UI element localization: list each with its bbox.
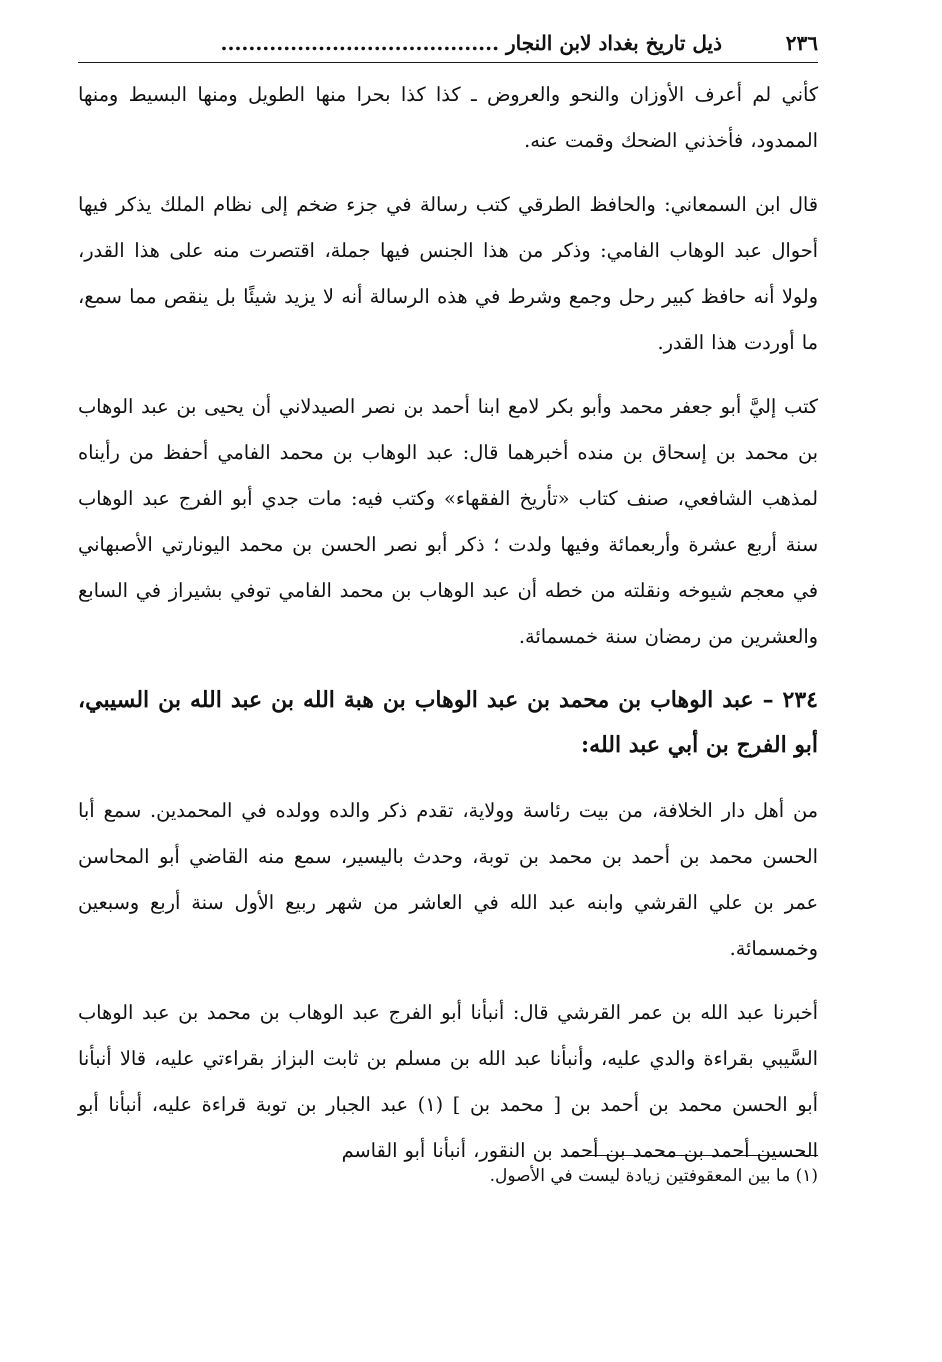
paragraph-5: أخبرنا عبد الله بن عمر القرشي قال: أنبأنا أبو الفرج عبد الوهاب بن محمد بن عبد الوهاب السَّيبي بقراءة والدي عليه، وأنبأنا عبد الله بن مسلم بن ثابت البزاز بقراءتي عليه، قالا أنبأنا أبو الحسن محمد بن أحمد بن [ محمد بن ] (١) عبد الجبار بن توبة قراءة عليه، أنبأنا أبو الحسين أحمد بن محمد بن أحمد بن النقور، أنبأنا أبو القاسم xyxy=(78,1001,818,1162)
paragraph-4: من أهل دار الخلافة، من بيت رئاسة وولاية، تقدم ذكر والده وولده في المحمدين. سمع أبا الحسن محمد بن أحمد بن محمد بن توبة، وحدث باليسير، سمع منه القاضي أبو المحاسن عمر بن علي القرشي وابنه عبد الله في العاشر من شهر ربيع الأول سنة أربع وسبعين وخمسمائة. xyxy=(78,799,818,960)
paragraph-1: كأني لم أعرف الأوزان والنحو والعروض ـ كذا كذا بحرا منها الطويل ومنها البسيط ومنها الممدود، فأخذني الضحك وقمت عنه. xyxy=(78,83,818,152)
paragraph-2: قال ابن السمعاني: والحافظ الطرقي كتب رسالة في جزء ضخم إلى نظام الملك يذكر فيها أحوال عبد الوهاب الفامي: وذكر من هذا الجنس فيها جملة، اقتصرت منه على هذا القدر، ولولا أنه حافظ كبير رحل وجمع وشرط في هذه الرسالة أنه لا يزيد شيئًا بل ينقص مما سمع، ما أوردت هذا القدر. xyxy=(78,193,818,354)
footnote-divider xyxy=(572,1155,818,1156)
running-title: ذيل تاريخ بغداد لابن النجار ........................................ xyxy=(220,31,722,55)
running-header xyxy=(78,28,818,63)
page-number: ٢٣٦ xyxy=(785,31,818,55)
main-text xyxy=(78,72,818,1174)
entry-heading: ٢٣٤ – عبد الوهاب بن محمد بن عبد الوهاب بن هبة الله بن عبد الله بن السيبي، أبو الفرج بن أبي عبد الله: xyxy=(78,687,818,758)
paragraph-3: كتب إليَّ أبو جعفر محمد وأبو بكر لامع ابنا أحمد بن نصر الصيدلاني أن يحيى بن عبد الوهاب بن محمد بن إسحاق بن منده أخبرهما قال: عبد الوهاب بن محمد الفامي أحفظ من رأيناه لمذهب الشافعي، صنف كتاب «تأريخ الفقهاء» وكتب فيه: مات جدي أبو الفرج عبد الوهاب سنة أربع عشرة وأربعمائة وفيها ولدت ؛ ذكر أبو نصر الحسن بن محمد اليونارتي الأصبهاني في معجم شيوخه ونقلته من خطه أن عبد الوهاب بن محمد الفامي توفي بشيراز في السابع والعشرين من رمضان سنة خمسمائة. xyxy=(78,395,818,648)
footnote: (١) ما بين المعقوفتين زيادة ليست في الأصول. xyxy=(489,1166,818,1186)
